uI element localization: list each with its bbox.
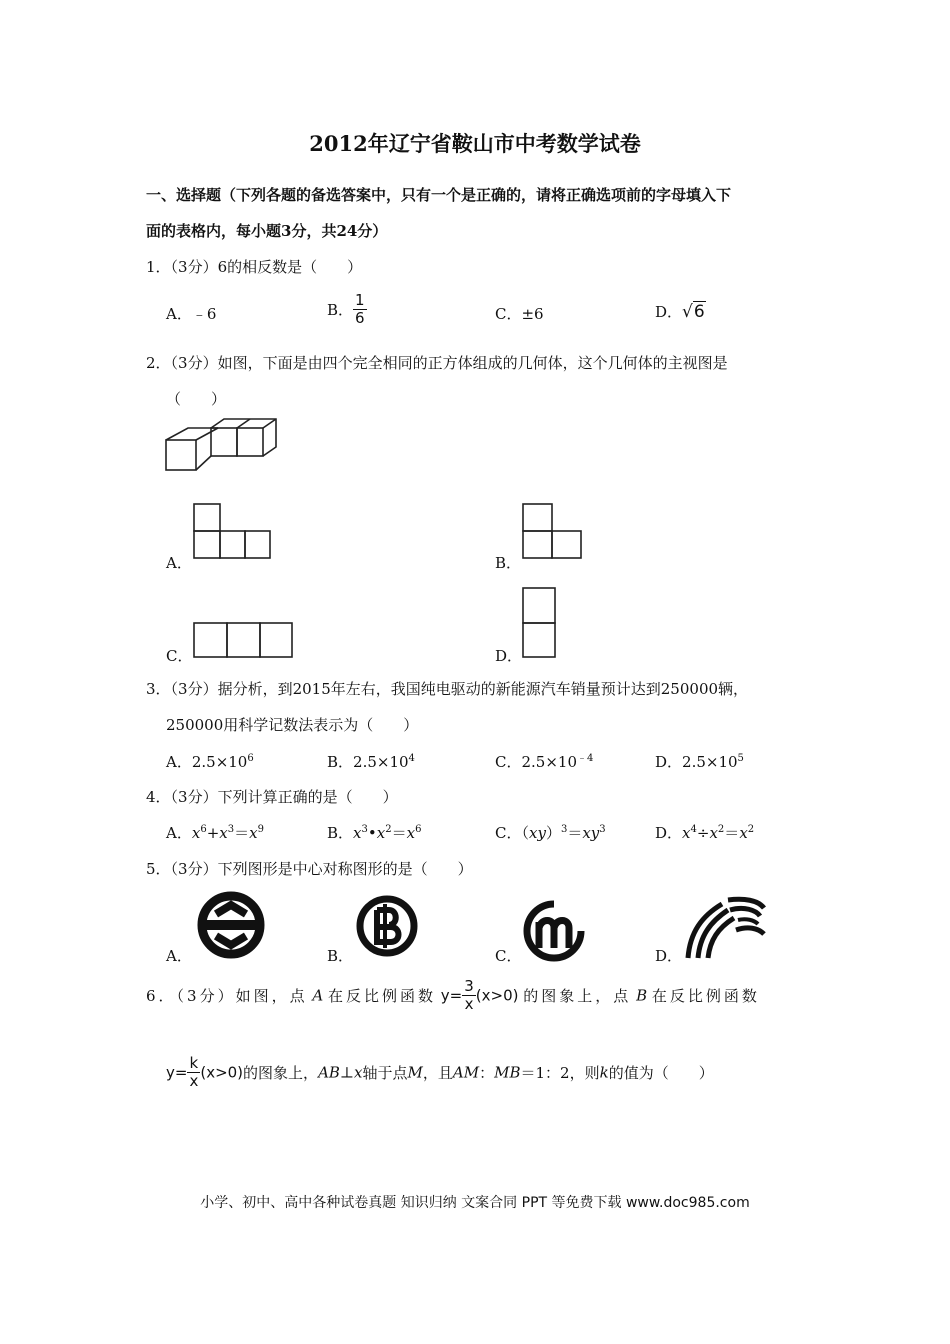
q3-option-a-label: A． xyxy=(166,753,192,771)
q6-line2-text-e: 的值为（ ） xyxy=(608,1064,714,1082)
q6-text-mid2: 的图象上，点 xyxy=(523,987,632,1005)
point-b: B xyxy=(636,986,648,1005)
section-header-line1: 一、选择题（下列各题的备选答案中，只有一个是正确的，请将正确选项前的字母填入下 xyxy=(146,186,732,204)
question-2-paren: （ ） xyxy=(166,390,227,408)
q5-option-d-logo-icon xyxy=(684,896,766,960)
q1-option-d xyxy=(655,301,706,322)
q6-func2-fraction xyxy=(187,1055,200,1090)
q3-option-a xyxy=(166,751,254,772)
right-paren: ） xyxy=(545,824,561,842)
q4-option-c-label: C． xyxy=(495,824,522,842)
q6-text-mid1: 在反比例函数 xyxy=(328,987,437,1005)
fraction-numerator: 3 xyxy=(464,977,474,995)
fraction-denominator: 6 xyxy=(355,309,365,327)
q3-option-d xyxy=(655,751,744,772)
exponent: 3 xyxy=(227,824,235,835)
fraction-denominator: x xyxy=(189,1072,199,1090)
exponent: 3 xyxy=(560,824,568,835)
q4-option-a-label: A． xyxy=(166,824,192,842)
exponent: 3 xyxy=(361,824,368,835)
q1-option-a-label: A． xyxy=(166,305,192,323)
q5-option-c-label: C． xyxy=(495,947,522,965)
exponent: 3 xyxy=(599,824,606,835)
plus-sign: + xyxy=(206,824,220,842)
exponent: 4 xyxy=(690,824,697,835)
q1-option-a xyxy=(166,303,216,324)
question-4-stem: 4．（3分）下列计算正确的是（ ） xyxy=(146,788,398,806)
q3-option-a-base: 2.5×10 xyxy=(191,753,248,771)
fraction-denominator: x xyxy=(464,995,474,1013)
q5-option-b-label: B． xyxy=(327,947,354,965)
exponent: 6 xyxy=(415,824,422,835)
question-3-stem-line1: 3．（3分）据分析，到2015年左右，我国纯电驱动的新能源汽车销量预计达到250000辆， xyxy=(146,680,749,698)
q6-line2-text-c: ，且 xyxy=(422,1064,453,1082)
q6-func2-condition: (x>0) xyxy=(200,1063,244,1082)
var-k: k xyxy=(599,1063,609,1082)
q3-option-c xyxy=(495,751,593,772)
q3-option-c-label: C． xyxy=(495,753,522,771)
var-xy: xy xyxy=(529,824,546,842)
q3-option-d-exponent: 5 xyxy=(737,753,744,764)
q5-option-d-label: D． xyxy=(655,947,683,965)
radicand: 6 xyxy=(693,302,705,322)
equals-sign: ＝ xyxy=(391,824,407,842)
q3-option-d-base: 2.5×10 xyxy=(682,753,738,771)
fraction-numerator: 1 xyxy=(355,291,365,309)
exponent: 6 xyxy=(200,824,207,835)
q5-option-a-logo-icon xyxy=(196,890,266,960)
q6-line2-text-d: ＝1：2，则 xyxy=(520,1064,600,1082)
colon-sign: ： xyxy=(479,1064,495,1082)
q2-solid-figure xyxy=(164,418,286,472)
question-2-stem: 2．（3分）如图，下面是由四个完全相同的正方体组成的几何体，这个几何体的主视图是 xyxy=(146,354,728,372)
q1-option-c-value: ±6 xyxy=(521,305,544,323)
q2-option-c-figure xyxy=(193,622,295,659)
q2-option-c-label: C． xyxy=(166,647,193,665)
q6-func1-lhs: y= xyxy=(440,986,463,1005)
q6-func1-fraction xyxy=(462,978,476,1013)
q5-option-c-logo-icon xyxy=(523,900,585,962)
q5-option-a-label: A． xyxy=(166,947,192,965)
q1-option-a-value: ﹣6 xyxy=(191,305,217,323)
exponent: 9 xyxy=(257,824,264,835)
equals-sign: ＝ xyxy=(234,824,250,842)
point-m: M xyxy=(407,1063,423,1082)
q1-option-b xyxy=(327,292,367,327)
dot-sign: • xyxy=(367,824,377,842)
equals-sign: ＝ xyxy=(724,824,740,842)
perp-sign: ⊥ xyxy=(339,1063,355,1082)
q6-line2-text-a: 的图象上， xyxy=(243,1064,319,1082)
q3-option-b xyxy=(327,751,415,772)
question-6-line1 xyxy=(146,978,826,1013)
q1-option-d-sqrt xyxy=(682,301,706,322)
left-paren: （ xyxy=(521,824,529,842)
axis-x: x xyxy=(354,1063,363,1082)
segment-ab: AB xyxy=(318,1063,340,1082)
segment-mb: MB xyxy=(494,1063,521,1082)
radical-sign: √ xyxy=(682,302,693,322)
q1-option-d-label: D． xyxy=(655,303,683,321)
q3-option-b-exponent: 4 xyxy=(408,753,415,764)
q3-option-d-label: D． xyxy=(655,753,683,771)
q4-option-d-label: D． xyxy=(655,824,683,842)
var-x: x xyxy=(709,824,718,842)
q2-option-a-figure xyxy=(193,503,273,559)
fraction-numerator: k xyxy=(187,1055,200,1073)
q4-option-c xyxy=(495,822,606,843)
q1-option-b-fraction xyxy=(353,292,367,327)
var-x: x xyxy=(682,824,691,842)
question-5-stem: 5．（3分）下列图形是中心对称图形的是（ ） xyxy=(146,860,473,878)
exponent: 2 xyxy=(747,824,755,835)
var-x: x xyxy=(353,824,362,842)
q3-option-a-exponent: 6 xyxy=(247,753,254,764)
var-x: x xyxy=(406,824,416,842)
q6-prefix: 6．（3分）如图，点 xyxy=(146,987,308,1005)
q4-option-a xyxy=(166,822,264,843)
var-x: x xyxy=(249,824,258,842)
var-x: x xyxy=(376,824,386,842)
q2-option-d-figure xyxy=(522,587,558,659)
q4-option-b-label: B． xyxy=(327,824,354,842)
section-header-line2: 面的表格内，每小题3分，共24分） xyxy=(146,222,388,240)
point-a: A xyxy=(312,986,324,1005)
footer-text: 小学、初中、高中各种试卷真题 知识归纳 文案合同 PPT 等免费下载 www.doc985.com xyxy=(200,1195,750,1211)
q1-option-c-label: C． xyxy=(495,305,522,323)
q1-option-b-label: B． xyxy=(327,301,354,319)
q6-line2-text-b: 轴于点 xyxy=(362,1064,408,1082)
q3-option-b-label: B． xyxy=(327,753,354,771)
equals-sign: ＝ xyxy=(567,824,583,842)
q6-func2-lhs: y= xyxy=(166,1063,188,1082)
q4-option-d xyxy=(655,822,754,843)
q3-option-c-exponent: ﹣4 xyxy=(577,753,594,764)
question-1-stem: 1．（3分）6的相反数是（ ） xyxy=(146,258,363,276)
var-xy: xy xyxy=(582,824,600,842)
q2-option-b-label: B． xyxy=(495,554,522,572)
q3-option-b-base: 2.5×10 xyxy=(353,753,409,771)
q2-option-b-figure xyxy=(522,503,584,559)
var-x: x xyxy=(191,824,201,842)
q6-text-mid3: 在反比例函数 xyxy=(651,987,760,1005)
q6-func1-condition: (x>0) xyxy=(475,986,519,1005)
q3-option-c-base: 2.5×10 xyxy=(521,753,577,771)
exponent: 2 xyxy=(717,824,725,835)
page-title: 2012年辽宁省鞍山市中考数学试卷 xyxy=(309,131,641,156)
question-6-line2 xyxy=(166,1055,714,1090)
divide-sign: ÷ xyxy=(696,824,710,842)
var-x: x xyxy=(739,824,748,842)
var-x: x xyxy=(219,824,228,842)
q2-option-a-label: A． xyxy=(166,554,192,572)
q5-option-b-logo-icon xyxy=(355,894,419,958)
question-3-stem-line2: 250000用科学记数法表示为（ ） xyxy=(166,716,419,734)
segment-am: AM xyxy=(452,1063,480,1082)
q4-option-b xyxy=(327,822,421,843)
q1-option-c xyxy=(495,303,544,324)
q2-option-d-label: D． xyxy=(495,647,523,665)
exponent: 2 xyxy=(385,824,392,835)
